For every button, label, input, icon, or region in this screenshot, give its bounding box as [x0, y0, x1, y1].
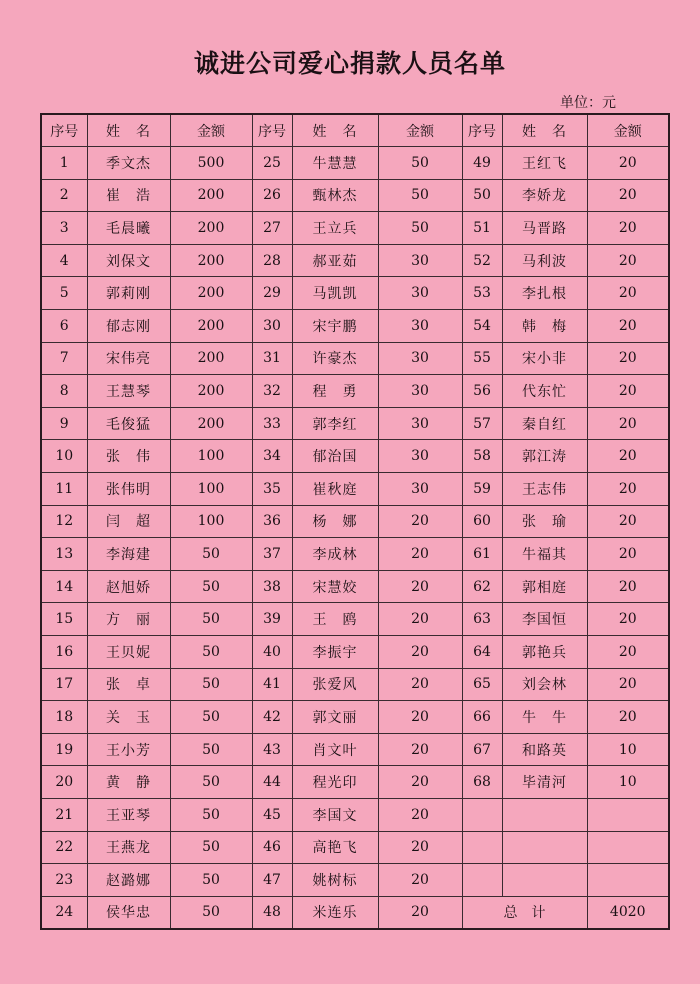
- seq-cell: 27: [252, 212, 292, 245]
- table-row: [41, 701, 669, 734]
- seq-cell: [462, 864, 502, 897]
- seq-cell: 48: [252, 896, 292, 929]
- table-row: [41, 342, 669, 375]
- name-cell: 姚树标: [292, 864, 378, 897]
- seq-cell: 67: [462, 733, 502, 766]
- name-cell: 杨 娜: [292, 505, 378, 538]
- seq-cell: 38: [252, 570, 292, 603]
- seq-cell: [462, 831, 502, 864]
- table-row: [41, 407, 669, 440]
- seq-cell: 58: [462, 440, 502, 473]
- name-cell: 王亚琴: [87, 798, 170, 831]
- table-row: [41, 277, 669, 310]
- name-cell: 马凯凯: [292, 277, 378, 310]
- seq-cell: 42: [252, 701, 292, 734]
- name-cell: 韩 梅: [502, 310, 587, 343]
- name-cell: 郝亚茹: [292, 244, 378, 277]
- unit-label: 单位：元: [560, 95, 616, 111]
- seq-cell: 36: [252, 505, 292, 538]
- name-cell: 牛 牛: [502, 701, 587, 734]
- amount-cell: 10: [587, 766, 669, 799]
- name-cell: 秦自红: [502, 407, 587, 440]
- amount-cell: 30: [378, 310, 462, 343]
- amount-cell: 20: [587, 244, 669, 277]
- name-cell: 甄林杰: [292, 179, 378, 212]
- name-cell: 侯华忠: [87, 896, 170, 929]
- table-row: [41, 668, 669, 701]
- name-cell: 郭艳兵: [502, 636, 587, 669]
- name-cell: 李国恒: [502, 603, 587, 636]
- amount-cell: [587, 864, 669, 897]
- seq-cell: 26: [252, 179, 292, 212]
- name-cell: 王燕龙: [87, 831, 170, 864]
- amount-cell: 20: [378, 864, 462, 897]
- name-cell: 和路英: [502, 733, 587, 766]
- header-amount: 金额: [170, 114, 252, 147]
- amount-cell: 20: [378, 668, 462, 701]
- name-cell: 李扎根: [502, 277, 587, 310]
- seq-cell: 8: [41, 375, 87, 408]
- amount-cell: 200: [170, 244, 252, 277]
- name-cell: 郭李红: [292, 407, 378, 440]
- table-row: [41, 538, 669, 571]
- amount-cell: [587, 831, 669, 864]
- header-name: 姓 名: [502, 114, 587, 147]
- name-cell: [502, 864, 587, 897]
- name-cell: 程光印: [292, 766, 378, 799]
- name-cell: 毛晨曦: [87, 212, 170, 245]
- amount-cell: 20: [378, 636, 462, 669]
- amount-cell: 200: [170, 375, 252, 408]
- amount-cell: 20: [378, 766, 462, 799]
- header-seq: 序号: [41, 114, 87, 147]
- amount-cell: 30: [378, 277, 462, 310]
- name-cell: 宋伟亮: [87, 342, 170, 375]
- name-cell: 马晋路: [502, 212, 587, 245]
- name-cell: 李振宇: [292, 636, 378, 669]
- amount-cell: 500: [170, 147, 252, 180]
- amount-cell: 20: [587, 179, 669, 212]
- seq-cell: 15: [41, 603, 87, 636]
- amount-cell: 20: [587, 375, 669, 408]
- header-amount: 金额: [378, 114, 462, 147]
- seq-cell: 56: [462, 375, 502, 408]
- name-cell: 程 勇: [292, 375, 378, 408]
- name-cell: 郁志刚: [87, 310, 170, 343]
- table-row: [41, 244, 669, 277]
- seq-cell: 65: [462, 668, 502, 701]
- amount-cell: 30: [378, 375, 462, 408]
- name-cell: 张伟明: [87, 473, 170, 506]
- amount-cell: 20: [587, 407, 669, 440]
- seq-cell: 60: [462, 505, 502, 538]
- amount-cell: 50: [170, 831, 252, 864]
- seq-cell: 47: [252, 864, 292, 897]
- amount-cell: 30: [378, 342, 462, 375]
- table-row: [41, 473, 669, 506]
- name-cell: 许豪杰: [292, 342, 378, 375]
- seq-cell: 23: [41, 864, 87, 897]
- total-amount: 4020: [587, 896, 669, 929]
- amount-cell: 20: [378, 798, 462, 831]
- name-cell: 王志伟: [502, 473, 587, 506]
- seq-cell: 35: [252, 473, 292, 506]
- name-cell: 刘会林: [502, 668, 587, 701]
- seq-cell: 68: [462, 766, 502, 799]
- page-title: 诚进公司爱心捐款人员名单: [193, 49, 506, 78]
- seq-cell: 21: [41, 798, 87, 831]
- name-cell: 张爱风: [292, 668, 378, 701]
- name-cell: 宋慧姣: [292, 570, 378, 603]
- seq-cell: 63: [462, 603, 502, 636]
- seq-cell: 52: [462, 244, 502, 277]
- amount-cell: 50: [378, 179, 462, 212]
- name-cell: 郭江涛: [502, 440, 587, 473]
- amount-cell: 50: [170, 733, 252, 766]
- amount-cell: 20: [587, 473, 669, 506]
- name-cell: 张 卓: [87, 668, 170, 701]
- name-cell: 牛福其: [502, 538, 587, 571]
- header-amount: 金额: [587, 114, 669, 147]
- name-cell: 王红飞: [502, 147, 587, 180]
- amount-cell: 20: [587, 277, 669, 310]
- table-row: [41, 375, 669, 408]
- name-cell: 张 伟: [87, 440, 170, 473]
- name-cell: 方 丽: [87, 603, 170, 636]
- seq-cell: 44: [252, 766, 292, 799]
- header-seq: 序号: [462, 114, 502, 147]
- table-row: [41, 896, 669, 929]
- table-row: [41, 603, 669, 636]
- name-cell: 宋宇鹏: [292, 310, 378, 343]
- seq-cell: 46: [252, 831, 292, 864]
- name-cell: 闫 超: [87, 505, 170, 538]
- name-cell: 关 玉: [87, 701, 170, 734]
- seq-cell: 39: [252, 603, 292, 636]
- amount-cell: 20: [378, 505, 462, 538]
- amount-cell: 20: [587, 505, 669, 538]
- name-cell: 崔 浩: [87, 179, 170, 212]
- amount-cell: 20: [587, 701, 669, 734]
- name-cell: 米连乐: [292, 896, 378, 929]
- amount-cell: 10: [587, 733, 669, 766]
- table-row: [41, 798, 669, 831]
- name-cell: 王立兵: [292, 212, 378, 245]
- name-cell: 郭莉刚: [87, 277, 170, 310]
- amount-cell: 50: [170, 668, 252, 701]
- header-name: 姓 名: [87, 114, 170, 147]
- name-cell: 王慧琴: [87, 375, 170, 408]
- table-row: [41, 570, 669, 603]
- amount-cell: 20: [378, 603, 462, 636]
- table-row: [41, 636, 669, 669]
- amount-cell: 50: [170, 896, 252, 929]
- table-row: [41, 766, 669, 799]
- seq-cell: 37: [252, 538, 292, 571]
- name-cell: 高艳飞: [292, 831, 378, 864]
- name-cell: 赵旭娇: [87, 570, 170, 603]
- name-cell: 郭相庭: [502, 570, 587, 603]
- name-cell: 李海建: [87, 538, 170, 571]
- seq-cell: [462, 798, 502, 831]
- amount-cell: 20: [587, 212, 669, 245]
- name-cell: 王小芳: [87, 733, 170, 766]
- amount-cell: 20: [378, 831, 462, 864]
- seq-cell: 10: [41, 440, 87, 473]
- amount-cell: 20: [587, 147, 669, 180]
- seq-cell: 12: [41, 505, 87, 538]
- seq-cell: 7: [41, 342, 87, 375]
- seq-cell: 24: [41, 896, 87, 929]
- seq-cell: 4: [41, 244, 87, 277]
- name-cell: 季文杰: [87, 147, 170, 180]
- name-cell: 肖文叶: [292, 733, 378, 766]
- seq-cell: 34: [252, 440, 292, 473]
- amount-cell: 20: [378, 896, 462, 929]
- amount-cell: 20: [587, 668, 669, 701]
- seq-cell: 6: [41, 310, 87, 343]
- table-row: [41, 212, 669, 245]
- name-cell: 牛慧慧: [292, 147, 378, 180]
- table-row: [41, 733, 669, 766]
- amount-cell: 30: [378, 407, 462, 440]
- name-cell: 郭文丽: [292, 701, 378, 734]
- seq-cell: 61: [462, 538, 502, 571]
- table-row: [41, 179, 669, 212]
- seq-cell: 22: [41, 831, 87, 864]
- header-row: [41, 114, 669, 147]
- amount-cell: 20: [378, 538, 462, 571]
- seq-cell: 31: [252, 342, 292, 375]
- amount-cell: 200: [170, 407, 252, 440]
- amount-cell: 30: [378, 244, 462, 277]
- header-seq: 序号: [252, 114, 292, 147]
- amount-cell: 200: [170, 342, 252, 375]
- seq-cell: 3: [41, 212, 87, 245]
- name-cell: 李成林: [292, 538, 378, 571]
- amount-cell: 20: [587, 570, 669, 603]
- seq-cell: 62: [462, 570, 502, 603]
- amount-cell: 50: [170, 538, 252, 571]
- amount-cell: 20: [587, 310, 669, 343]
- seq-cell: 40: [252, 636, 292, 669]
- seq-cell: 55: [462, 342, 502, 375]
- amount-cell: 50: [170, 603, 252, 636]
- header-name: 姓 名: [292, 114, 378, 147]
- name-cell: 张 瑜: [502, 505, 587, 538]
- seq-cell: 11: [41, 473, 87, 506]
- name-cell: 王贝妮: [87, 636, 170, 669]
- name-cell: 赵潞娜: [87, 864, 170, 897]
- seq-cell: 45: [252, 798, 292, 831]
- seq-cell: 29: [252, 277, 292, 310]
- seq-cell: 17: [41, 668, 87, 701]
- seq-cell: 25: [252, 147, 292, 180]
- name-cell: 宋小非: [502, 342, 587, 375]
- seq-cell: 19: [41, 733, 87, 766]
- name-cell: 毛俊猛: [87, 407, 170, 440]
- seq-cell: 66: [462, 701, 502, 734]
- amount-cell: 50: [170, 570, 252, 603]
- seq-cell: 49: [462, 147, 502, 180]
- seq-cell: 16: [41, 636, 87, 669]
- seq-cell: 54: [462, 310, 502, 343]
- seq-cell: 14: [41, 570, 87, 603]
- amount-cell: 50: [170, 864, 252, 897]
- seq-cell: 18: [41, 701, 87, 734]
- table-row: [41, 310, 669, 343]
- amount-cell: 20: [378, 733, 462, 766]
- seq-cell: 1: [41, 147, 87, 180]
- table-row: [41, 505, 669, 538]
- seq-cell: 33: [252, 407, 292, 440]
- name-cell: [502, 831, 587, 864]
- amount-cell: 50: [170, 701, 252, 734]
- amount-cell: 200: [170, 179, 252, 212]
- amount-cell: 200: [170, 212, 252, 245]
- seq-cell: 5: [41, 277, 87, 310]
- amount-cell: 200: [170, 277, 252, 310]
- amount-cell: 100: [170, 440, 252, 473]
- name-cell: 李国文: [292, 798, 378, 831]
- amount-cell: 30: [378, 473, 462, 506]
- amount-cell: [587, 798, 669, 831]
- name-cell: 黄 静: [87, 766, 170, 799]
- seq-cell: 13: [41, 538, 87, 571]
- seq-cell: 64: [462, 636, 502, 669]
- amount-cell: 20: [587, 440, 669, 473]
- table-row: [41, 147, 669, 180]
- seq-cell: 53: [462, 277, 502, 310]
- amount-cell: 20: [587, 636, 669, 669]
- name-cell: 刘保文: [87, 244, 170, 277]
- amount-cell: 50: [378, 147, 462, 180]
- name-cell: 代东忙: [502, 375, 587, 408]
- amount-cell: 20: [587, 538, 669, 571]
- seq-cell: 30: [252, 310, 292, 343]
- name-cell: [502, 798, 587, 831]
- amount-cell: 50: [170, 636, 252, 669]
- amount-cell: 20: [378, 701, 462, 734]
- name-cell: 毕清河: [502, 766, 587, 799]
- amount-cell: 20: [378, 570, 462, 603]
- total-label: 总 计: [462, 896, 587, 929]
- donation-table: [40, 113, 670, 930]
- name-cell: 崔秋庭: [292, 473, 378, 506]
- seq-cell: 51: [462, 212, 502, 245]
- name-cell: 郁治国: [292, 440, 378, 473]
- seq-cell: 20: [41, 766, 87, 799]
- table-row: [41, 440, 669, 473]
- seq-cell: 50: [462, 179, 502, 212]
- seq-cell: 43: [252, 733, 292, 766]
- seq-cell: 28: [252, 244, 292, 277]
- amount-cell: 20: [587, 603, 669, 636]
- table-row: [41, 831, 669, 864]
- amount-cell: 200: [170, 310, 252, 343]
- name-cell: 王 鸥: [292, 603, 378, 636]
- seq-cell: 41: [252, 668, 292, 701]
- table-body: [41, 147, 669, 929]
- seq-cell: 9: [41, 407, 87, 440]
- amount-cell: 30: [378, 440, 462, 473]
- amount-cell: 50: [170, 766, 252, 799]
- seq-cell: 2: [41, 179, 87, 212]
- name-cell: 马利波: [502, 244, 587, 277]
- amount-cell: 20: [587, 342, 669, 375]
- seq-cell: 32: [252, 375, 292, 408]
- amount-cell: 100: [170, 473, 252, 506]
- seq-cell: 57: [462, 407, 502, 440]
- name-cell: 李娇龙: [502, 179, 587, 212]
- table-row: [41, 864, 669, 897]
- amount-cell: 100: [170, 505, 252, 538]
- amount-cell: 50: [378, 212, 462, 245]
- seq-cell: 59: [462, 473, 502, 506]
- amount-cell: 50: [170, 798, 252, 831]
